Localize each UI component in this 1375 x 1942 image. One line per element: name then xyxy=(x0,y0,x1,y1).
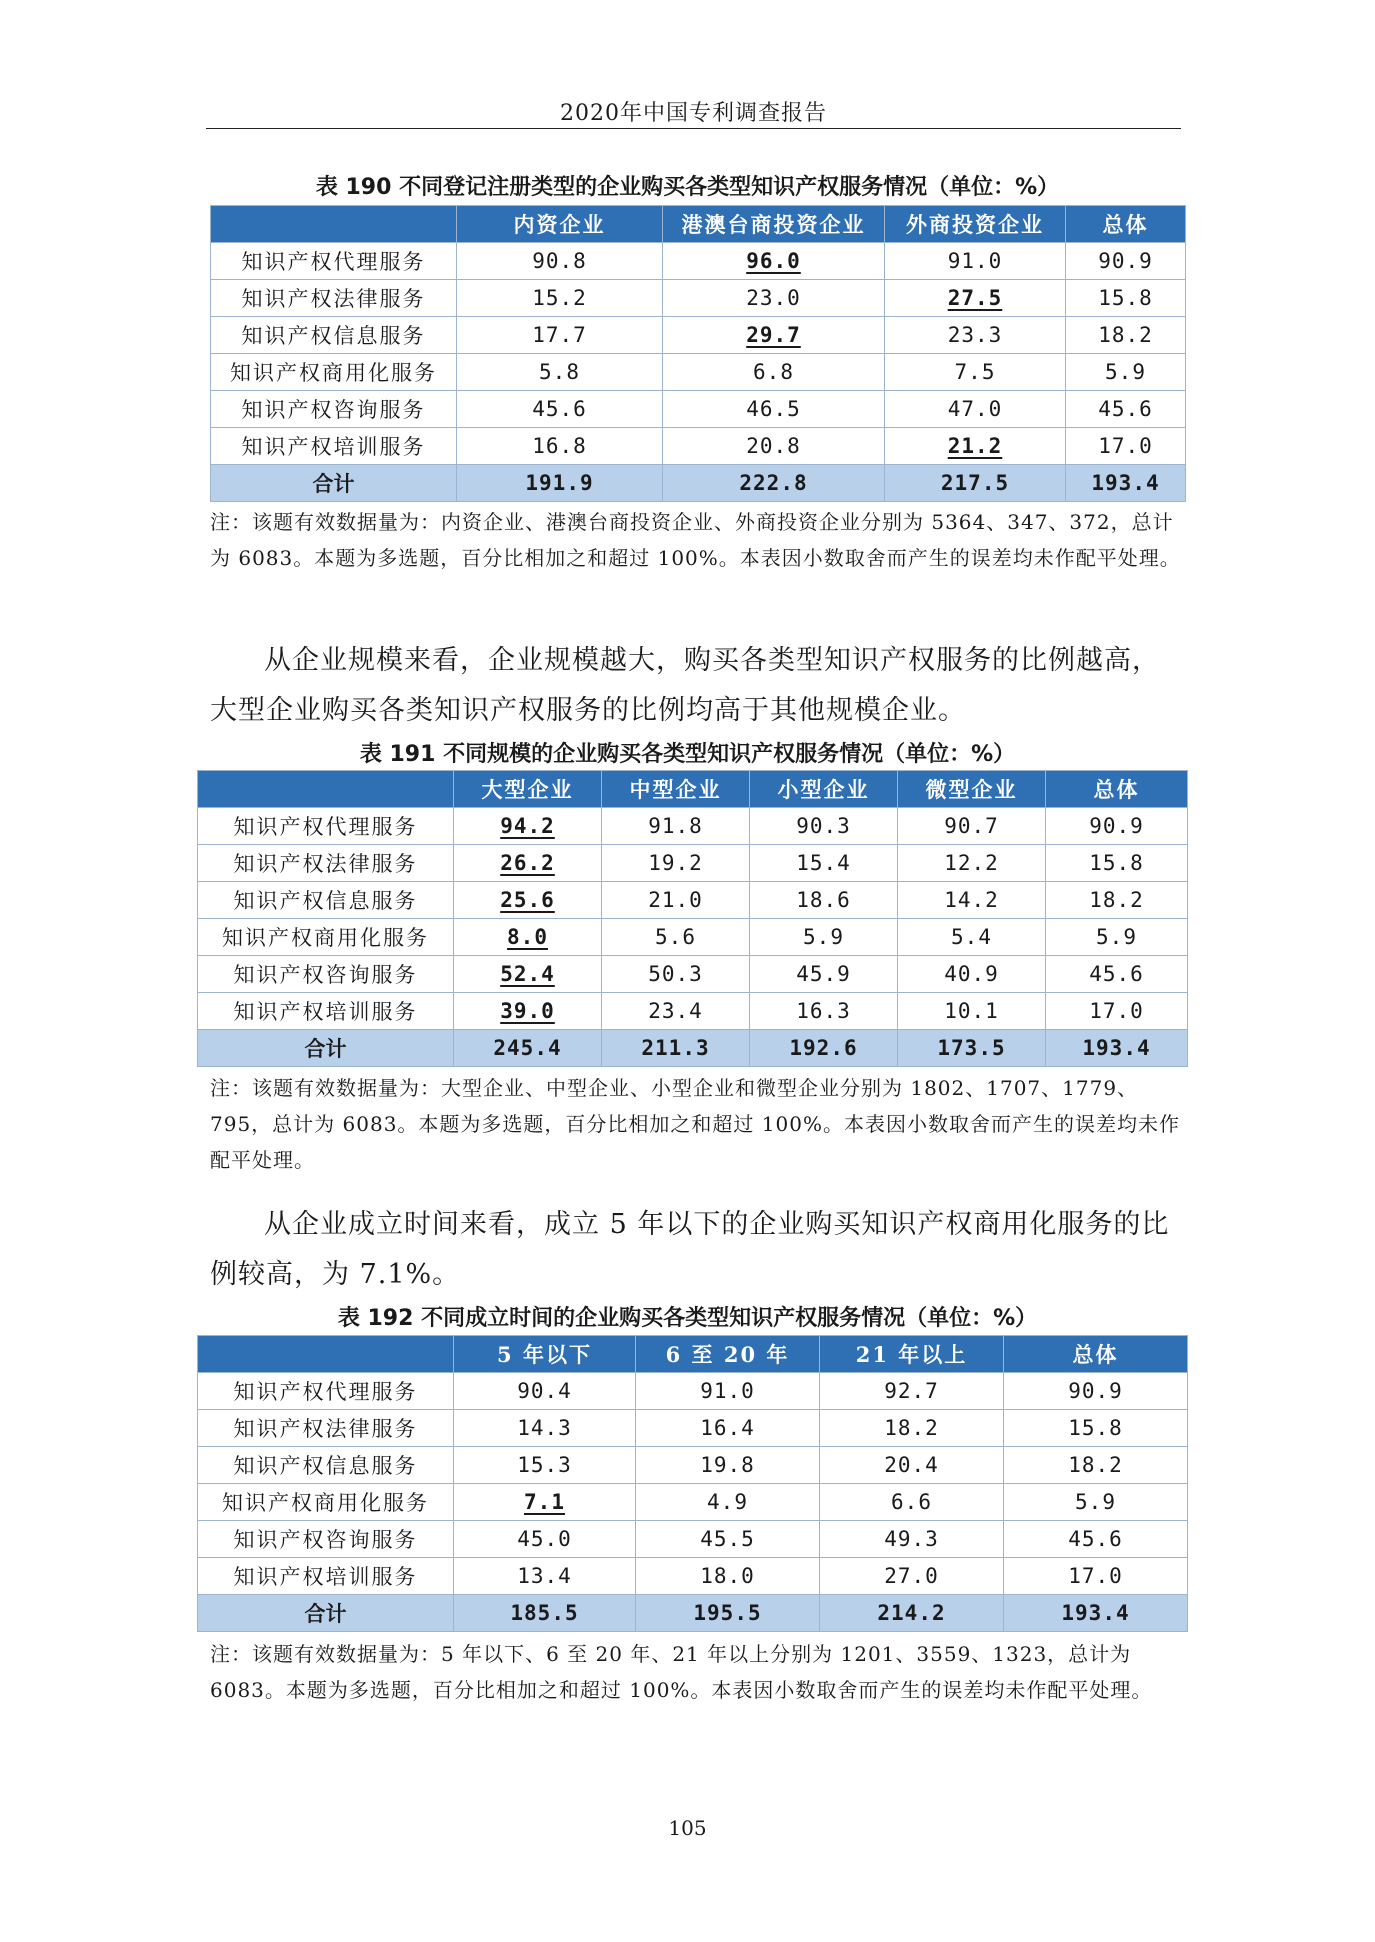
column-header: 内资企业 xyxy=(457,206,663,243)
total-cell: 193.4 xyxy=(1004,1595,1188,1632)
column-header: 5 年以下 xyxy=(454,1336,636,1373)
total-cell: 245.4 xyxy=(454,1030,602,1067)
table-cell: 10.1 xyxy=(898,993,1046,1030)
row-label: 知识产权商用化服务 xyxy=(198,1484,454,1521)
total-cell: 222.8 xyxy=(663,465,885,502)
row-label: 知识产权信息服务 xyxy=(198,882,454,919)
row-label: 知识产权代理服务 xyxy=(198,1373,454,1410)
table-cell: 5.9 xyxy=(750,919,898,956)
table-row xyxy=(198,1410,1188,1447)
table-row xyxy=(198,808,1188,845)
table-cell: 15.8 xyxy=(1066,280,1186,317)
table-row xyxy=(198,956,1188,993)
table-row xyxy=(198,1558,1188,1595)
column-header: 6 至 20 年 xyxy=(636,1336,820,1373)
total-label: 合计 xyxy=(211,465,457,502)
table-cell: 21.2 xyxy=(885,428,1066,465)
table-cell: 14.2 xyxy=(898,882,1046,919)
table-cell: 29.7 xyxy=(663,317,885,354)
table-cell: 15.8 xyxy=(1046,845,1188,882)
table-row xyxy=(211,391,1186,428)
table-cell: 19.2 xyxy=(602,845,750,882)
column-header: 总体 xyxy=(1046,771,1188,808)
table-cell: 90.4 xyxy=(454,1373,636,1410)
table-cell: 91.8 xyxy=(602,808,750,845)
table-row xyxy=(198,1484,1188,1521)
table190-note: 注：该题有效数据量为：内资企业、港澳台商投资企业、外商投资企业分别为 5364、347、372，总计为 6083。本题为多选题，百分比相加之和超过 100%。本表因小数取舍而产生的误差均未作配平处理。 xyxy=(210,510,1181,570)
table-cell: 90.7 xyxy=(898,808,1046,845)
table-row xyxy=(198,845,1188,882)
column-header: 港澳台商投资企业 xyxy=(663,206,885,243)
total-cell: 195.5 xyxy=(636,1595,820,1632)
table-cell: 45.6 xyxy=(1004,1521,1188,1558)
table-row xyxy=(198,993,1188,1030)
table192-header-row xyxy=(198,1336,1188,1373)
table-row xyxy=(211,354,1186,391)
table-cell: 91.0 xyxy=(885,243,1066,280)
table-cell: 5.8 xyxy=(457,354,663,391)
table-cell: 20.8 xyxy=(663,428,885,465)
table-cell: 5.9 xyxy=(1046,919,1188,956)
table191-caption: 表 191 不同规模的企业购买各类型知识产权服务情况（单位：%） xyxy=(359,742,1016,767)
column-header: 大型企业 xyxy=(454,771,602,808)
table-cell: 92.7 xyxy=(820,1373,1004,1410)
row-label: 知识产权商用化服务 xyxy=(211,354,457,391)
table-row xyxy=(211,243,1186,280)
table-cell: 90.9 xyxy=(1004,1373,1188,1410)
row-label: 知识产权法律服务 xyxy=(198,845,454,882)
table-row xyxy=(211,428,1186,465)
table-cell: 15.3 xyxy=(454,1447,636,1484)
paragraph-company-age: 从企业成立时间来看，成立 5 年以下的企业购买知识产权商用化服务的比例较高，为 7.1%。 xyxy=(210,1209,1170,1290)
table-row xyxy=(198,919,1188,956)
row-label: 知识产权培训服务 xyxy=(198,1558,454,1595)
table-cell: 21.0 xyxy=(602,882,750,919)
table190-header-row xyxy=(211,206,1186,243)
table-cell: 7.1 xyxy=(454,1484,636,1521)
table-row xyxy=(211,317,1186,354)
table192 xyxy=(197,1335,1188,1632)
table-cell: 45.5 xyxy=(636,1521,820,1558)
table-cell: 5.9 xyxy=(1066,354,1186,391)
table-cell: 18.6 xyxy=(750,882,898,919)
header-corner-cell xyxy=(211,206,457,243)
paragraph-company-size: 从企业规模来看，企业规模越大，购买各类型知识产权服务的比例越高，大型企业购买各类知识产权服务的比例均高于其他规模企业。 xyxy=(210,645,1160,726)
table-cell: 5.9 xyxy=(1004,1484,1188,1521)
table192-note: 注：该题有效数据量为：5 年以下、6 至 20 年、21 年以上分别为 1201、3559、1323，总计为 6083。本题为多选题，百分比相加之和超过 100%。本表因小数取舍而产生的误差均未作配平处理。 xyxy=(210,1642,1153,1702)
row-label: 知识产权商用化服务 xyxy=(198,919,454,956)
table-row xyxy=(198,882,1188,919)
table-cell: 90.3 xyxy=(750,808,898,845)
table-cell: 26.2 xyxy=(454,845,602,882)
row-label: 知识产权咨询服务 xyxy=(198,1521,454,1558)
table-cell: 45.0 xyxy=(454,1521,636,1558)
column-header: 外商投资企业 xyxy=(885,206,1066,243)
row-label: 知识产权法律服务 xyxy=(198,1410,454,1447)
table-cell: 50.3 xyxy=(602,956,750,993)
table-cell: 4.9 xyxy=(636,1484,820,1521)
total-cell: 217.5 xyxy=(885,465,1066,502)
table-cell: 15.2 xyxy=(457,280,663,317)
table-cell: 18.0 xyxy=(636,1558,820,1595)
table-cell: 6.6 xyxy=(820,1484,1004,1521)
table-cell: 90.9 xyxy=(1046,808,1188,845)
table-cell: 47.0 xyxy=(885,391,1066,428)
table-cell: 40.9 xyxy=(898,956,1046,993)
table190-total-row xyxy=(211,465,1186,502)
table191-note: 注：该题有效数据量为：大型企业、中型企业、小型企业和微型企业分别为 1802、1707、1779、795，总计为 6083。本题为多选题，百分比相加之和超过 100%。本表因小数取舍而产生的误差均未作配平处理。 xyxy=(210,1076,1180,1172)
header-rule xyxy=(206,128,1181,129)
table-cell: 45.9 xyxy=(750,956,898,993)
column-header: 中型企业 xyxy=(602,771,750,808)
table-cell: 5.6 xyxy=(602,919,750,956)
table-cell: 15.4 xyxy=(750,845,898,882)
table191 xyxy=(197,770,1188,1067)
column-header: 21 年以上 xyxy=(820,1336,1004,1373)
table-cell: 5.4 xyxy=(898,919,1046,956)
row-label: 知识产权信息服务 xyxy=(198,1447,454,1484)
column-header: 总体 xyxy=(1066,206,1186,243)
table-cell: 18.2 xyxy=(1004,1447,1188,1484)
table-cell: 94.2 xyxy=(454,808,602,845)
table192-caption: 表 192 不同成立时间的企业购买各类型知识产权服务情况（单位：%） xyxy=(337,1306,1038,1331)
table190-caption: 表 190 不同登记注册类型的企业购买各类型知识产权服务情况（单位：%） xyxy=(315,175,1060,200)
table-cell: 27.5 xyxy=(885,280,1066,317)
table-cell: 20.4 xyxy=(820,1447,1004,1484)
table-cell: 18.2 xyxy=(1066,317,1186,354)
table-cell: 45.6 xyxy=(1066,391,1186,428)
total-cell: 211.3 xyxy=(602,1030,750,1067)
table-cell: 17.7 xyxy=(457,317,663,354)
table-cell: 46.5 xyxy=(663,391,885,428)
total-cell: 193.4 xyxy=(1066,465,1186,502)
table-cell: 25.6 xyxy=(454,882,602,919)
total-cell: 214.2 xyxy=(820,1595,1004,1632)
table-row xyxy=(198,1373,1188,1410)
header-corner-cell xyxy=(198,771,454,808)
table-cell: 52.4 xyxy=(454,956,602,993)
table-cell: 91.0 xyxy=(636,1373,820,1410)
table-cell: 17.0 xyxy=(1046,993,1188,1030)
table-cell: 23.3 xyxy=(885,317,1066,354)
row-label: 知识产权代理服务 xyxy=(198,808,454,845)
table-row xyxy=(198,1447,1188,1484)
table-cell: 18.2 xyxy=(820,1410,1004,1447)
table-cell: 18.2 xyxy=(1046,882,1188,919)
table-cell: 39.0 xyxy=(454,993,602,1030)
table-cell: 23.0 xyxy=(663,280,885,317)
table-cell: 19.8 xyxy=(636,1447,820,1484)
row-label: 知识产权代理服务 xyxy=(211,243,457,280)
column-header: 微型企业 xyxy=(898,771,1046,808)
total-cell: 193.4 xyxy=(1046,1030,1188,1067)
row-label: 知识产权咨询服务 xyxy=(211,391,457,428)
table-cell: 16.8 xyxy=(457,428,663,465)
table-cell: 15.8 xyxy=(1004,1410,1188,1447)
table-cell: 45.6 xyxy=(457,391,663,428)
table-cell: 23.4 xyxy=(602,993,750,1030)
table-cell: 16.3 xyxy=(750,993,898,1030)
running-head: 2020年中国专利调查报告 xyxy=(560,101,827,126)
table-cell: 90.8 xyxy=(457,243,663,280)
total-cell: 173.5 xyxy=(898,1030,1046,1067)
table-cell: 90.9 xyxy=(1066,243,1186,280)
total-cell: 192.6 xyxy=(750,1030,898,1067)
row-label: 知识产权培训服务 xyxy=(211,428,457,465)
table-row xyxy=(198,1521,1188,1558)
table190 xyxy=(210,205,1186,502)
table-cell: 13.4 xyxy=(454,1558,636,1595)
table-cell: 16.4 xyxy=(636,1410,820,1447)
row-label: 知识产权信息服务 xyxy=(211,317,457,354)
row-label: 知识产权培训服务 xyxy=(198,993,454,1030)
table-cell: 14.3 xyxy=(454,1410,636,1447)
table-row xyxy=(211,280,1186,317)
page-number: 105 xyxy=(668,1816,707,1840)
table-cell: 27.0 xyxy=(820,1558,1004,1595)
table-cell: 17.0 xyxy=(1066,428,1186,465)
table-cell: 12.2 xyxy=(898,845,1046,882)
header-corner-cell xyxy=(198,1336,454,1373)
total-cell: 185.5 xyxy=(454,1595,636,1632)
total-label: 合计 xyxy=(198,1595,454,1632)
total-cell: 191.9 xyxy=(457,465,663,502)
row-label: 知识产权咨询服务 xyxy=(198,956,454,993)
table-cell: 7.5 xyxy=(885,354,1066,391)
column-header: 小型企业 xyxy=(750,771,898,808)
table191-header-row xyxy=(198,771,1188,808)
table-cell: 96.0 xyxy=(663,243,885,280)
table-cell: 45.6 xyxy=(1046,956,1188,993)
row-label: 知识产权法律服务 xyxy=(211,280,457,317)
table-cell: 49.3 xyxy=(820,1521,1004,1558)
table192-total-row xyxy=(198,1595,1188,1632)
table191-total-row xyxy=(198,1030,1188,1067)
table-cell: 8.0 xyxy=(454,919,602,956)
column-header: 总体 xyxy=(1004,1336,1188,1373)
table-cell: 6.8 xyxy=(663,354,885,391)
total-label: 合计 xyxy=(198,1030,454,1067)
table-cell: 17.0 xyxy=(1004,1558,1188,1595)
